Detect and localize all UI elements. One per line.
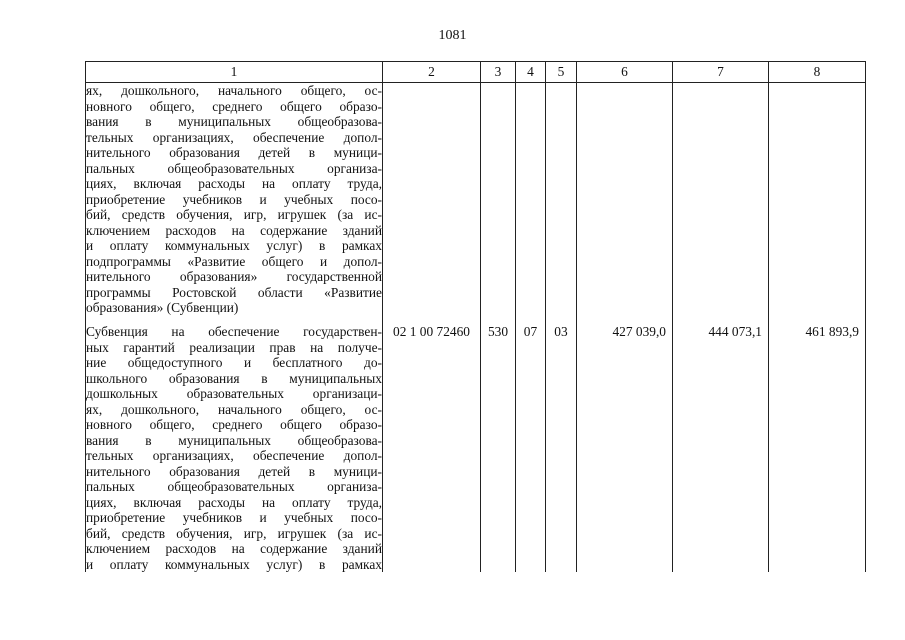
description-line: школьного образования в муниципальных [86,370,382,386]
budget-table [85,61,866,572]
description-line: и оплату коммунальных услуг) в рамках [86,556,382,572]
column-header-8: 8 [769,62,866,83]
cell-col4 [516,83,546,320]
description-line: пальных общеобразовательных организа- [86,479,382,494]
cell-col5: 03 [546,319,577,572]
cell-col5 [546,83,577,320]
description-line: Субвенция на обеспечение государствен- [86,324,382,339]
header-row [86,62,866,83]
page-number: 1081 [438,28,467,43]
column-header-6: 6 [577,62,673,83]
description-line: бий, средств обучения, игр, игрушек (за ис- [86,525,382,541]
cell-col6 [577,83,673,320]
description-line: вания в муниципальных общеобразова- [86,114,382,129]
description-line: новного общего, среднего общего образо- [86,98,382,114]
description-line: образования» (Субвенции) [86,300,239,315]
cell-col6: 427 039,0 [577,319,673,572]
description-line: ключением расходов на содержание зданий [86,222,382,238]
column-header-3: 3 [481,62,516,83]
description-line: ние общедоступного и бесплатного до- [86,355,382,370]
description-line: тельных организациях, обеспечение допол- [86,129,382,145]
cell-col7 [673,83,769,320]
description-line: ях, дошкольного, начального общего, ос- [86,83,382,98]
description-line: нительного образования детей в муници- [86,463,382,479]
description-line: тельных организациях, обеспечение допол- [86,448,382,463]
description-line: бий, средств обучения, игр, игрушек (за ис- [86,207,382,222]
table-row [86,83,866,320]
description-line: новного общего, среднего общего образо- [86,417,382,432]
description-line: ных гарантий реализации прав на получе- [86,339,382,355]
column-header-2: 2 [383,62,481,83]
table-row [86,319,866,572]
cell-col3 [481,83,516,320]
description-line: циях, включая расходы на оплату труда, [86,494,382,510]
description-line: нительного образования детей в муници- [86,145,382,160]
description-line: приобретение учебников и учебных посо- [86,191,382,207]
description-line: подпрограммы «Развитие общего и допол- [86,253,382,269]
cell-col8 [769,83,866,320]
row-description [86,83,383,320]
description-line: приобретение учебников и учебных посо- [86,510,382,525]
cell-col3: 530 [481,319,516,572]
description-line: циях, включая расходы на оплату труда, [86,176,382,191]
cell-col8: 461 893,9 [769,319,866,572]
row-description [86,319,383,572]
column-header-1: 1 [86,62,383,83]
description-line: ключением расходов на содержание зданий [86,541,382,556]
cell-code [383,83,481,320]
description-line: ях, дошкольного, начального общего, ос- [86,401,382,417]
cell-col4: 07 [516,319,546,572]
cell-code: 02 1 00 72460 [383,319,481,572]
column-header-7: 7 [673,62,769,83]
description-line: вания в муниципальных общеобразова- [86,432,382,448]
description-line: дошкольных образовательных организаци- [86,386,382,401]
description-line: и оплату коммунальных услуг) в рамках [86,238,382,253]
description-line: программы Ростовской области «Развитие [86,284,382,300]
column-header-5: 5 [546,62,577,83]
description-line: пальных общеобразовательных организа- [86,160,382,176]
column-header-4: 4 [516,62,546,83]
description-line: нительного образования» государственной [86,269,382,284]
cell-col7: 444 073,1 [673,319,769,572]
